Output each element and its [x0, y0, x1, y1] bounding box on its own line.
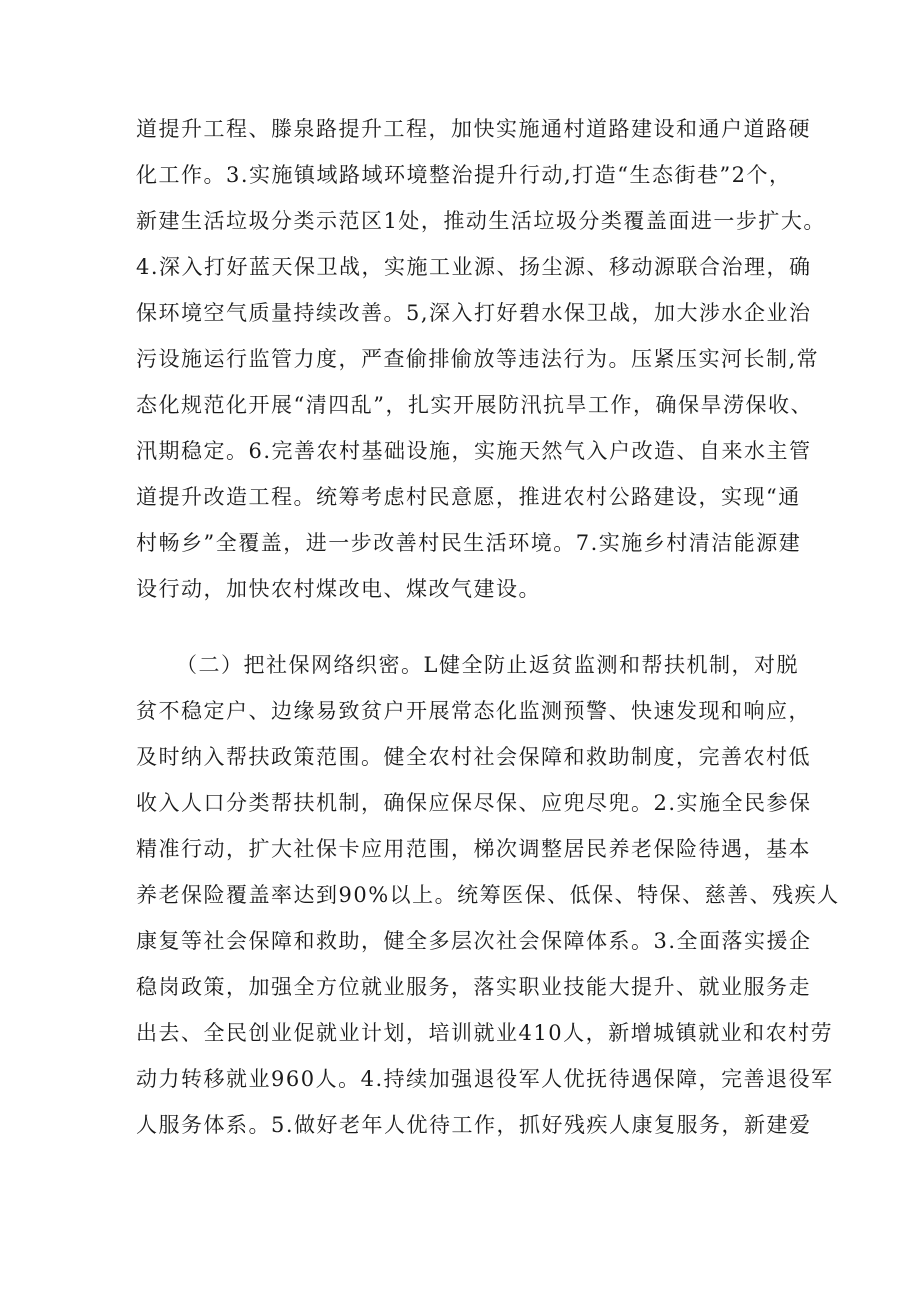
paragraph-spacer — [136, 612, 796, 642]
text-line: 养老保险覆盖率达到90%以上。统筹医保、低保、特保、慈善、残疾人 — [136, 883, 840, 907]
text-line: 精准行动，扩大社保卡应用范围，梯次调整居民养老保险待遇，基本 — [136, 837, 811, 861]
text-line: 汛期稳定。6.完善农村基础设施，实施天然气入户改造、自来水主管 — [136, 439, 812, 463]
text-line: 道提升改造工程。统筹考虑村民意愿，推进农村公路建设，实现“通 — [136, 485, 801, 509]
text-line: 设行动，加快农村煤改电、煤改气建设。 — [136, 577, 541, 601]
text-line: 道提升工程、滕泉路提升工程，加快实施通村道路建设和通户道路硬 — [136, 117, 811, 141]
text-line: 人服务体系。5.做好老年人优待工作，抓好残疾人康复服务，新建爱 — [136, 1113, 812, 1137]
text-line: 稳岗政策，加强全方位就业服务，落实职业技能大提升、就业服务走 — [136, 975, 811, 999]
text-line: 保环境空气质量持续改善。5,深入打好碧水保卫战，加大涉水企业治 — [136, 301, 812, 325]
document-body — [136, 106, 840, 1148]
text-line: 收入人口分类帮扶机制，确保应保尽保、应兜尽兜。2.实施全民参保 — [136, 791, 812, 815]
text-line: 态化规范化开展“清四乱”，扎实开展防汛抗旱工作，确保旱涝保收、 — [136, 393, 813, 417]
text-line: 出去、全民创业促就业计划，培训就业410人，新增城镇就业和农村劳 — [136, 1021, 834, 1045]
paragraph-social-security — [136, 642, 840, 1148]
paragraph-environment — [136, 106, 826, 612]
text-line: 村畅乡”全覆盖，进一步改善村民生活环境。7.实施乡村清洁能源建 — [136, 531, 802, 555]
text-line: 动力转移就业960人。4.持续加强退役军人优抚待遇保障，完善退役军 — [136, 1067, 834, 1091]
text-line: 及时纳入帮扶政策范围。健全农村社会保障和救助制度，完善农村低 — [136, 745, 811, 769]
text-line: 4.深入打好蓝天保卫战，实施工业源、扬尘源、移动源联合治理，确 — [136, 255, 812, 279]
text-line: 康复等社会保障和救助，健全多层次社会保障体系。3.全面落实援企 — [136, 929, 812, 953]
text-line: 化工作。3.实施镇域路域环境整治提升行动,打造“生态街巷”2个， — [136, 163, 792, 187]
text-line: 贫不稳定户、边缘易致贫户开展常态化监测预警、快速发现和响应， — [136, 699, 811, 723]
text-line: 污设施运行监管力度，严查偷排偷放等违法行为。压紧压实河长制,常 — [136, 347, 820, 371]
section-heading-line: （二）把社保网络织密。L健全防止返贫监测和帮扶机制，对脱 — [176, 653, 799, 677]
text-line: 新建生活垃圾分类示范区1处，推动生活垃圾分类覆盖面进一步扩大。 — [136, 209, 826, 233]
